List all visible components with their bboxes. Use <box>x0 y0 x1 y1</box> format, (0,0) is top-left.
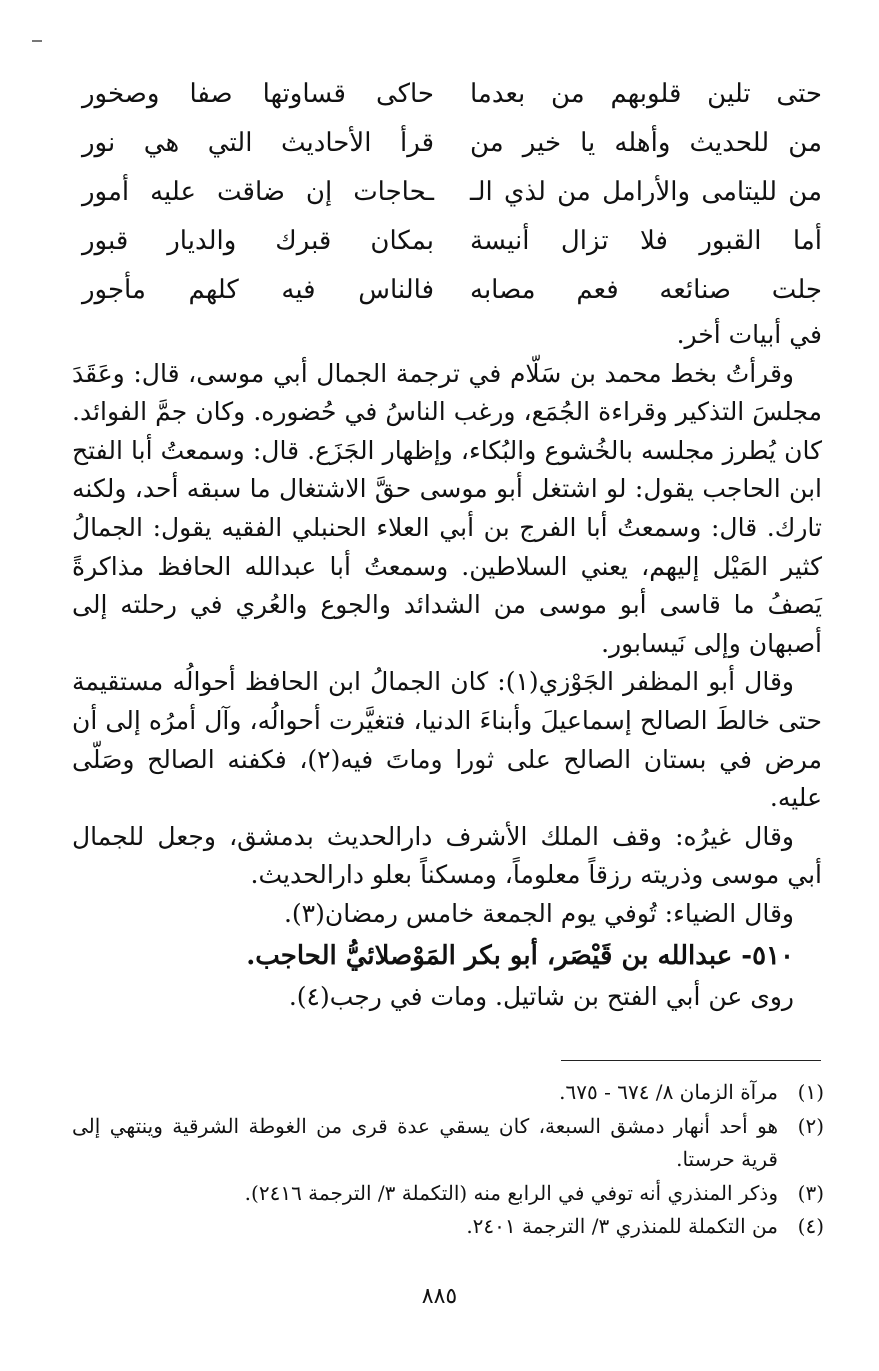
page-number: ٨٨٥ <box>421 1284 458 1309</box>
footnote-text: هو أحد أنهار دمشق السبعة، كان يسقي عدة قرى من الغوطة الشرقية وينتهي إلى قرية حرستا. <box>72 1113 778 1171</box>
footnote-text: مرآة الزمان ٨/ ٦٧٤ - ٦٧٥. <box>559 1080 778 1104</box>
footnote <box>72 1110 824 1177</box>
footnote-text: وذكر المنذري أنه توفي في الرابع منه (التكملة ٣/ الترجمة ٢٤١٦). <box>244 1180 778 1205</box>
biography-heading: ٥١٠- عبدالله بن قَيْصَر، أبو بكر المَوْصلائيُّ الحاجب. <box>246 940 794 971</box>
poem-first-hemistich: حتى تلين قلوبهم من بعدما <box>470 79 822 109</box>
main-text <box>72 316 822 1016</box>
footnote <box>72 1210 824 1244</box>
paragraph: وقال غيرُه: وقف الملك الأشرف دارالحديث بدمشق، وجعل للجمال أبي موسى وذريته رزقاً معلوماً، ومسكناً بعلو دارالحديث. <box>72 821 822 890</box>
footnote <box>72 1177 824 1211</box>
poem-second-hemistich: قرأ الأحاديث التي هي نور <box>82 128 434 158</box>
footnotes <box>72 1076 824 1244</box>
paragraph: وقال الضياء: تُوفي يوم الجمعة خامس رمضان(٣). <box>283 898 794 928</box>
poem-verse <box>70 268 822 317</box>
poem-first-hemistich: من لليتامى والأرامل من لذي الـ <box>470 177 822 207</box>
paragraph: روى عن أبي الفتح بن شاتيل. ومات في رجب(٤). <box>288 981 794 1011</box>
poem-verse <box>70 72 822 121</box>
footnote-number: (٢) <box>797 1113 824 1138</box>
footnote-number: (٤) <box>797 1214 824 1238</box>
poem-second-hemistich: فالناس فيه كلهم مأجور <box>82 275 434 305</box>
poem-second-hemistich: بمكان قبرك والديار قبور <box>82 226 434 256</box>
footnote-number: (٣) <box>797 1180 824 1205</box>
footnote-text: من التكملة للمنذري ٣/ الترجمة ٢٤٠١. <box>466 1214 778 1238</box>
footnote-divider <box>561 1060 821 1061</box>
poem-verse <box>70 170 822 219</box>
poem-verse <box>70 121 822 170</box>
corner-mark <box>32 40 42 42</box>
footnote <box>72 1076 824 1110</box>
paragraph: وقال أبو المظفر الجَوْزي(١): كان الجمالُ ابن الحافظ أحوالُه مستقيمة حتى خالطَ الصالح إسماعيلَ وأبناءَ الدنيا، فتغيَّرت أحوالُه، وآل أمرُه إلى أن مرض في بستان الصالح على ثورا وماتَ فيه(٢)، فكفنه الصالح وصَلّى عليه. <box>72 667 822 813</box>
poem <box>70 72 822 317</box>
poem-second-hemistich: ـحاجات إن ضاقت عليه أمور <box>82 177 434 207</box>
paragraph: وقرأتُ بخط محمد بن سَلّام في ترجمة الجمال أبي موسى، قال: وعَقَدَ مجلسَ التذكير وقراءة الجُمَع، ورغب الناسُ في حُضوره. وكان جمَّ الفوائد. كان يُطرز مجلسه بالخُشوع والبُكاء، وإظهار الجَزَع. قال: وسمعتُ أبا الفتح ابن الحاجب يقول: لو اشتغل أبو موسى حقَّ الاشتغال ما سبقه أحد، ولكنه تارك. قال: وسمعتُ أبا الفرج بن أبي العلاء الحنبلي الفقيه يقول: الجمالُ كثير المَيْل إليهم، يعني السلاطين. وسمعتُ أبا عبدالله الحافظ مذاكرةً يَصفُ ما قاسى أبو موسى من الشدائد والجوع والعُري في رحلته إلى أصبهان وإلى نَيسابور. <box>72 358 822 658</box>
poem-continuation-note: في أبيات أخر. <box>676 320 822 349</box>
footnote-number: (١) <box>797 1080 824 1104</box>
poem-second-hemistich: حاكى قساوتها صفا وصخور <box>82 79 434 109</box>
poem-first-hemistich: من للحديث وأهله يا خير من <box>470 128 822 158</box>
poem-first-hemistich: أما القبور فلا تزال أنيسة <box>470 226 822 256</box>
poem-first-hemistich: جلت صنائعه فعم مصابه <box>470 275 822 305</box>
poem-verse <box>70 219 822 268</box>
